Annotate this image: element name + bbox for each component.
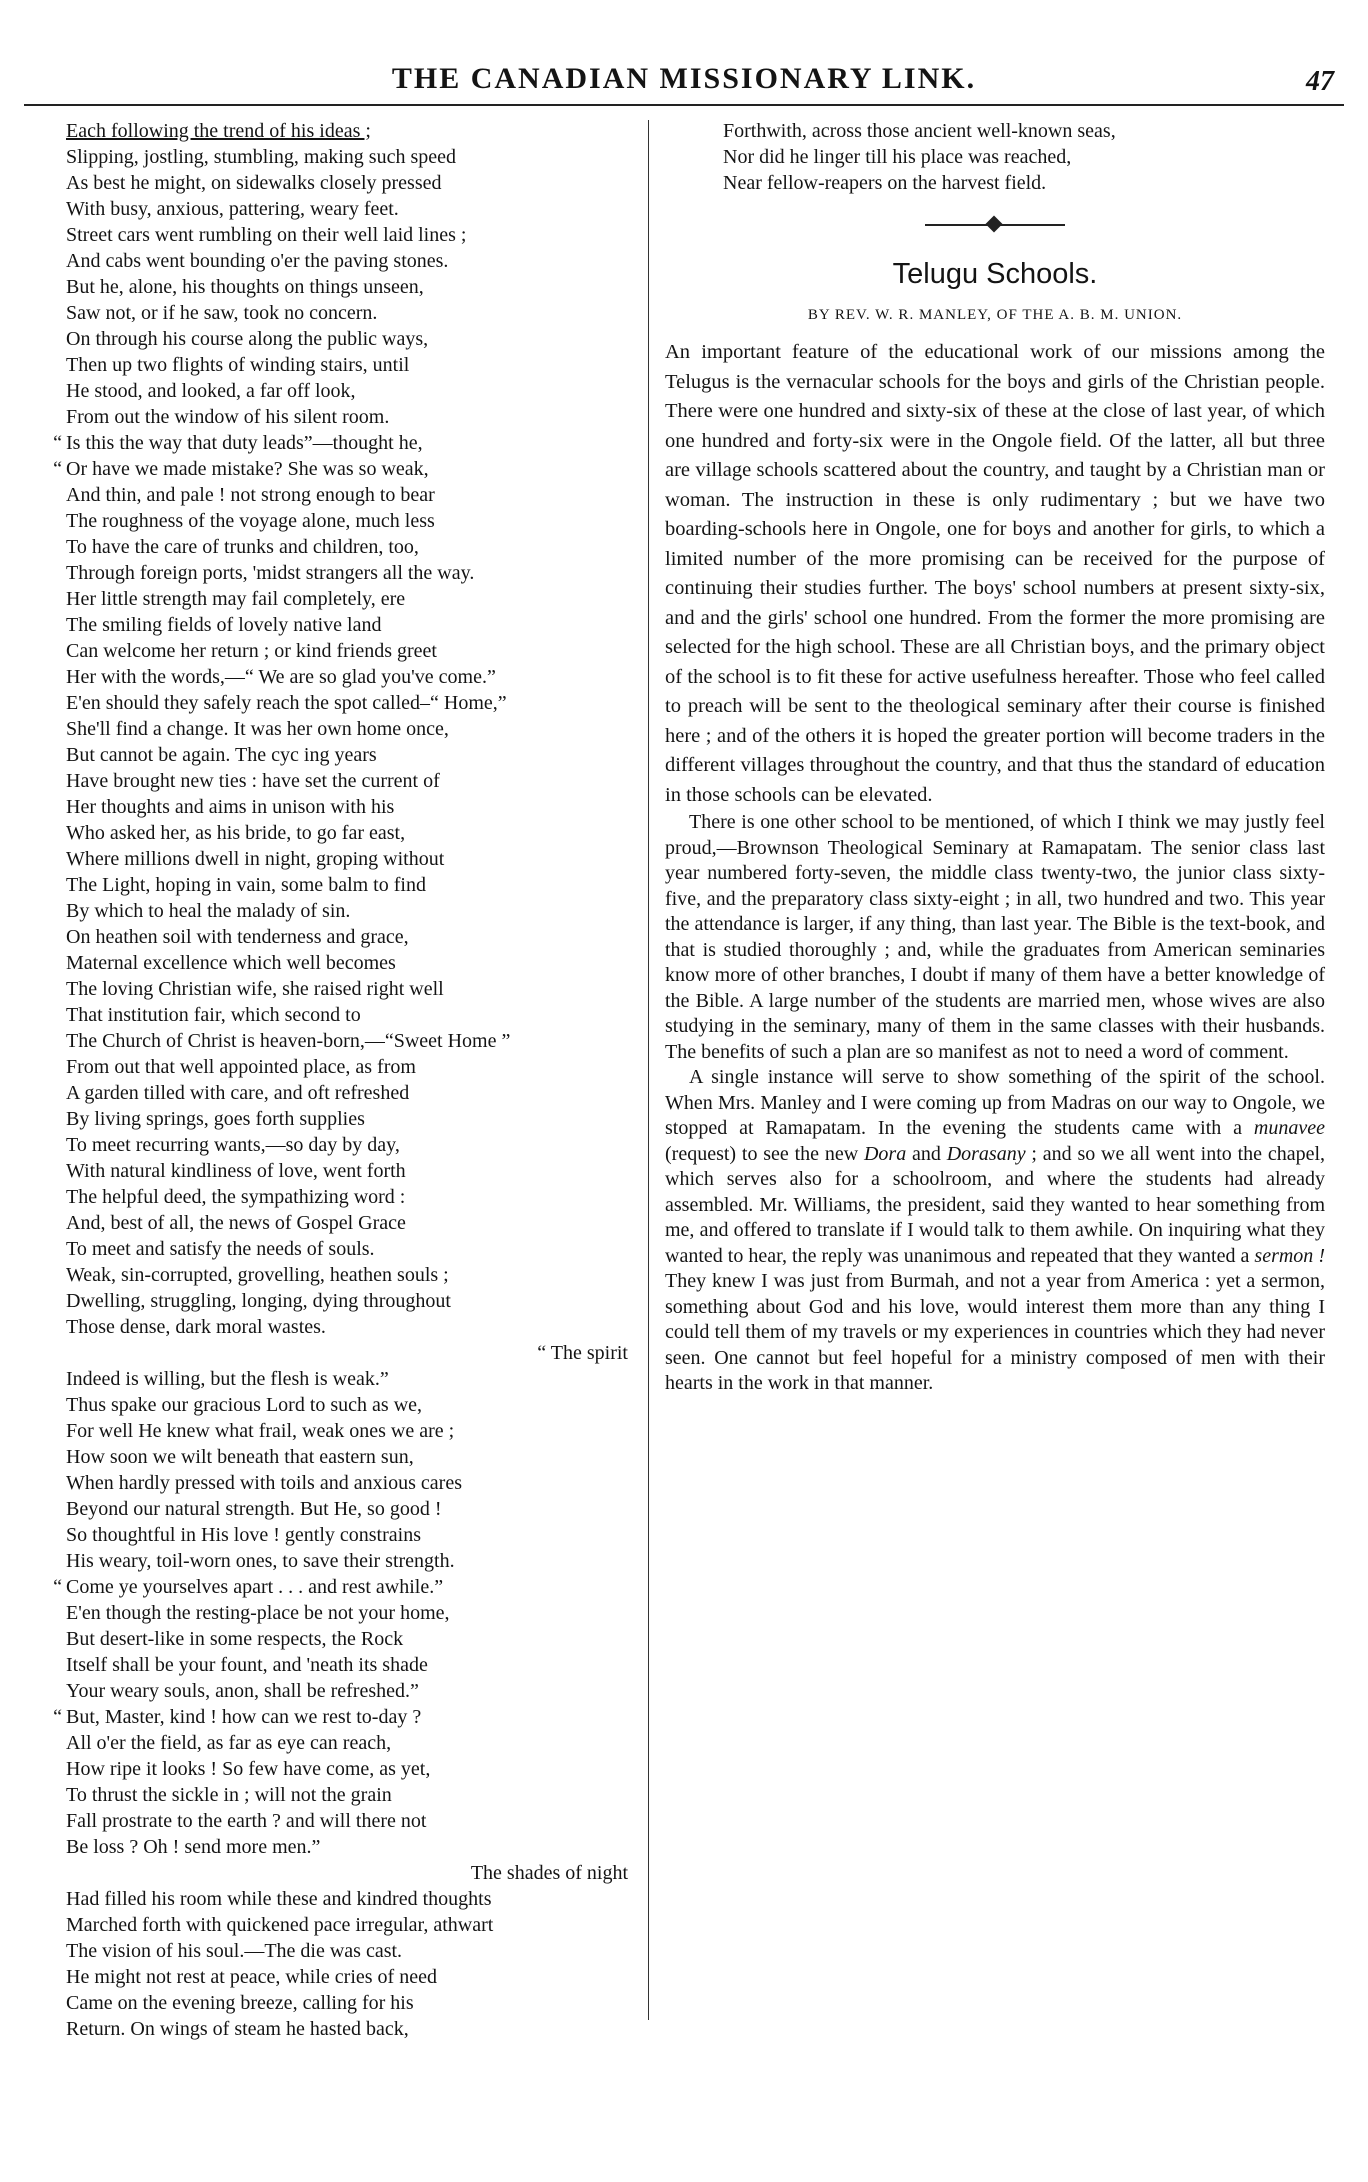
poem-line xyxy=(40,898,640,924)
quote-mark: “ xyxy=(53,458,62,480)
poem-line xyxy=(40,274,640,300)
poem-line xyxy=(40,924,640,950)
poem-line xyxy=(40,482,640,508)
poem-line xyxy=(40,1184,640,1210)
poem-line xyxy=(40,1990,640,2016)
poem-line-text: How ripe it looks ! So few have come, as yet, xyxy=(66,1758,431,1780)
poem-line xyxy=(40,430,640,456)
poem-line xyxy=(40,1210,640,1236)
poem-line xyxy=(40,1340,640,1366)
poem-line xyxy=(40,534,640,560)
poem-line-text: For well He knew what frail, weak ones we are ; xyxy=(66,1420,455,1442)
poem-line-text: The Church of Christ is heaven-born,—“Sweet Home ” xyxy=(66,1030,511,1052)
column-divider xyxy=(648,120,649,2020)
poem-line-text: The shades of night xyxy=(470,1862,628,1884)
poem-line-text: Her thoughts and aims in unison with his xyxy=(66,796,395,818)
poem-line: Near fellow-reapers on the harvest field. xyxy=(723,172,1047,194)
poem-line xyxy=(40,144,640,170)
poem-line-text: A garden tilled with care, and oft refreshed xyxy=(66,1082,410,1104)
poem-line-text: The Light, hoping in vain, some balm to find xyxy=(66,874,426,896)
poem-line xyxy=(40,768,640,794)
poem-line: Nor did he linger till his place was reached, xyxy=(723,146,1072,168)
poem-line xyxy=(40,950,640,976)
poem-line xyxy=(40,1262,640,1288)
poem-line xyxy=(40,976,640,1002)
poem-line xyxy=(40,1600,640,1626)
poem-line-text: Dwelling, struggling, longing, dying throughout xyxy=(66,1290,451,1312)
poem-line xyxy=(40,1054,640,1080)
poem-line-text: His weary, toil-worn ones, to save their strength. xyxy=(66,1550,455,1572)
poem-line-text: He stood, and looked, a far off look, xyxy=(66,380,356,402)
quote-mark: “ xyxy=(53,432,62,454)
poem-line xyxy=(40,352,640,378)
poem-line-text: Be loss ? Oh ! send more men.” xyxy=(66,1836,321,1858)
poem-line xyxy=(40,1132,640,1158)
poem-line-text: To meet recurring wants,—so day by day, xyxy=(66,1134,400,1156)
poem-line xyxy=(40,378,640,404)
poem-line-text: Those dense, dark moral wastes. xyxy=(66,1316,326,1338)
poem-line xyxy=(40,690,640,716)
poem-line xyxy=(40,560,640,586)
poem-line-text: When hardly pressed with toils and anxious cares xyxy=(66,1472,463,1494)
poem-line-text: She'll find a change. It was her own home once, xyxy=(66,718,449,740)
poem-line-text: With natural kindliness of love, went forth xyxy=(66,1160,406,1182)
poem-line xyxy=(40,1288,640,1314)
header-rule xyxy=(24,104,1344,106)
poem-line-text: But, Master, kind ! how can we rest to-day ? xyxy=(66,1706,422,1728)
poem-line-text: But desert-like in some respects, the Rock xyxy=(66,1628,404,1650)
poem-line xyxy=(40,1912,640,1938)
article-byline: BY REV. W. R. MANLEY, OF THE A. B. M. UNION. xyxy=(807,307,1183,323)
poem-line-text: Can welcome her return ; or kind friends greet xyxy=(66,640,437,662)
article-paragraph-3: A single instance will serve to show something of the spirit of the school. When Mrs. Manley and I were coming up from Madras on our way to Ongole, we stopped at Ramapatam. In the evening the students came with a munavee (request) to see the new Dora and Dorasany ; and so we all went into the chapel, which serves also for a schoolroom, and where the students had already assembled. Mr. Williams, the president, said they wanted to hear something from me, and offered to translate if I would talk to them awhile. On inquiring what they wanted to hear, the reply was unanimous and repeated that they wanted a sermon ! They knew I was just from Burmah, and not a year from America : yet a sermon, something about God and his love, would interest them more than any thing I could tell them of my travels or my experiences in countries which they had never seen. One cannot but feel hopeful for a ministry composed of men with their hearts in the work in that manner. xyxy=(665,1066,1326,1394)
poem-line xyxy=(40,1886,640,1912)
poem-line-text: Her with the words,—“ We are so glad you've come.” xyxy=(66,666,496,688)
article-paragraph-1: An important feature of the educational work of our missions among the Telugus is the vernacular schools for the boys and girls of the Christian people. There were one hundred and sixty-six of these at the close of last year, of which one hundred and forty-six were in the Ongole field. Of the latter, all but three are village schools scattered about the country, and taught by a Christian man or woman. The instruction in these is only rudimentary ; but we have two boarding-schools here in Ongole, one for boys and another for girls, to which a limited number of the more promising can be received for the purpose of continuing their studies further. The boys' school numbers at present sixty-six, and and the girls' school one hundred. From the former the more promising are selected for the high school. These are all Christian boys, and the primary object of the school is to fit these for active usefulness hereafter. Those who feel called to preach will be sent to the theological seminary after their course is finished here ; and of the others it is hoped the greater portion will become traders in the different villages throughout the country, and that thus the standard of education in those schools can be elevated. xyxy=(665,341,1325,806)
poem-line-text: The roughness of the voyage alone, much less xyxy=(66,510,435,532)
poem-line-text: E'en should they safely reach the spot called–“ Home,” xyxy=(66,692,507,714)
poem-line xyxy=(40,1808,640,1834)
poem-line xyxy=(40,1236,640,1262)
poem-line-text: How soon we wilt beneath that eastern sun, xyxy=(66,1446,414,1468)
poem-line xyxy=(40,1860,640,1886)
poem-line xyxy=(40,1314,640,1340)
poem-line-text: Through foreign ports, 'midst strangers all the way. xyxy=(66,562,475,584)
poem-line-text: Indeed is willing, but the flesh is weak.” xyxy=(66,1368,389,1390)
poem-line-text: The vision of his soul.—The die was cast. xyxy=(66,1940,403,1962)
poem-line xyxy=(40,1652,640,1678)
poem-line xyxy=(40,326,640,352)
poem-line-text: Weak, sin-corrupted, grovelling, heathen souls ; xyxy=(66,1264,449,1286)
poem-line-text: And thin, and pale ! not strong enough to bear xyxy=(66,484,435,506)
poem-line-text: Street cars went rumbling on their well laid lines ; xyxy=(66,224,467,246)
poem-line xyxy=(40,716,640,742)
poem-line-text: Thus spake our gracious Lord to such as we, xyxy=(66,1394,423,1416)
poem-line-text: That institution fair, which second to xyxy=(66,1004,361,1026)
poem-line xyxy=(40,1002,640,1028)
poem-line xyxy=(40,1444,640,1470)
poem-line xyxy=(40,664,640,690)
poem-line-text: Beyond our natural strength. But He, so good ! xyxy=(66,1498,442,1520)
poem-line-text: So thoughtful in His love ! gently constrains xyxy=(66,1524,421,1546)
publication-title: THE CANADIAN MISSIONARY LINK. xyxy=(391,62,977,95)
poem-line-text: As best he might, on sidewalks closely pressed xyxy=(66,172,442,194)
article-paragraph-2: There is one other school to be mentioned, of which I think we may justly feel proud,—Brownson Theological Seminary at Ramapatam. The senior class last year numbered forty-seven, the middle class twenty-two, the junior class sixty-five, and the preparatory class sixty-eight ; in all, two hundred and two. This year the attendance is larger, if any thing, than last year. The Bible is the text-book, and that is studied thoroughly ; and, while the graduates from American seminaries know more of other branches, I doubt if many of them have a better knowledge of the Bible. A large number of the students are married men, whose wives are also studying in the seminary, many of them in the same classes with their husbands. The benefits of such a plan are so manifest as not to need a word of comment. xyxy=(665,811,1325,1063)
poem-column xyxy=(40,118,640,2042)
poem-line-text: “ The spirit xyxy=(537,1342,628,1364)
poem-line-text: E'en though the resting-place be not your home, xyxy=(66,1602,450,1624)
poem-line xyxy=(40,508,640,534)
poem-line-text: Itself shall be your fount, and 'neath its shade xyxy=(66,1654,428,1676)
poem-line xyxy=(40,1392,640,1418)
poem-line xyxy=(40,300,640,326)
poem-line-text: He might not rest at peace, while cries of need xyxy=(66,1966,437,1988)
poem-line-text: Is this the way that duty leads”—thought he, xyxy=(66,432,423,454)
poem-line-text: To thrust the sickle in ; will not the grain xyxy=(66,1784,392,1806)
poem-line-text: Fall prostrate to the earth ? and will there not xyxy=(66,1810,427,1832)
poem-line xyxy=(40,1626,640,1652)
poem-line xyxy=(40,404,640,430)
poem-line-text: Saw not, or if he saw, took no concern. xyxy=(66,302,378,324)
poem-line xyxy=(40,1366,640,1392)
poem-line xyxy=(40,1028,640,1054)
masthead xyxy=(24,58,1344,106)
poem-line-text: The smiling fields of lovely native land xyxy=(66,614,382,636)
poem-line xyxy=(40,1158,640,1184)
poem-line xyxy=(40,820,640,846)
poem-line xyxy=(40,794,640,820)
poem-line xyxy=(40,1522,640,1548)
poem-line-text: Had filled his room while these and kindred thoughts xyxy=(66,1888,492,1910)
poem-line-text: Come ye yourselves apart . . . and rest awhile.” xyxy=(66,1576,444,1598)
poem-line-text: All o'er the field, as far as eye can reach, xyxy=(66,1732,392,1754)
poem-line-text: Or have we made mistake? She was so weak, xyxy=(66,458,429,480)
poem-line-text: Your weary souls, anon, shall be refreshed.” xyxy=(66,1680,419,1702)
poem-line-text: By which to heal the malady of sin. xyxy=(66,900,351,922)
poem-line-text: Who asked her, as his bride, to go far east, xyxy=(66,822,406,844)
poem-line xyxy=(40,846,640,872)
poem-line xyxy=(40,1418,640,1444)
article-title: Telugu Schools. xyxy=(892,258,1098,290)
poem-line-text: Came on the evening breeze, calling for his xyxy=(66,1992,414,2014)
poem-line xyxy=(40,170,640,196)
page-number: 47 xyxy=(1306,66,1334,97)
poem-line-text: To meet and satisfy the needs of souls. xyxy=(66,1238,375,1260)
poem-line xyxy=(40,1834,640,1860)
poem-line xyxy=(40,638,640,664)
poem-line-text: The helpful deed, the sympathizing word : xyxy=(66,1186,406,1208)
right-column xyxy=(665,118,1325,1397)
poem-line-text: Have brought new ties : have set the current of xyxy=(66,770,440,792)
poem-line xyxy=(40,1756,640,1782)
poem-line xyxy=(40,612,640,638)
poem-line xyxy=(40,1964,640,1990)
poem-line xyxy=(40,1106,640,1132)
poem-line-text: And, best of all, the news of Gospel Grace xyxy=(66,1212,406,1234)
poem-line xyxy=(40,1496,640,1522)
poem-line-text: With busy, anxious, pattering, weary feet. xyxy=(66,198,399,220)
poem-line-text: By living springs, goes forth supplies xyxy=(66,1108,365,1130)
poem-line xyxy=(40,456,640,482)
poem-line-text: Marched forth with quickened pace irregular, athwart xyxy=(66,1914,494,1936)
poem-line xyxy=(40,1704,640,1730)
poem-conclusion xyxy=(665,118,1325,196)
poem-line-text: The loving Christian wife, she raised right well xyxy=(66,978,444,1000)
poem-line-text: From out the window of his silent room. xyxy=(66,406,390,428)
poem-line-text: Slipping, jostling, stumbling, making such speed xyxy=(66,146,456,168)
poem-line xyxy=(40,586,640,612)
poem-line-text: Where millions dwell in night, groping without xyxy=(66,848,445,870)
poem-line-text: Return. On wings of steam he hasted back, xyxy=(66,2018,409,2040)
poem-line-text: But cannot be again. The cyc ing years xyxy=(66,744,377,766)
poem-line-text: Then up two flights of winding stairs, until xyxy=(66,354,410,376)
poem-line xyxy=(40,222,640,248)
poem-line xyxy=(40,742,640,768)
poem-line-text: On through his course along the public ways, xyxy=(66,328,429,350)
poem-line xyxy=(40,1574,640,1600)
poem-line-text: Maternal excellence which well becomes xyxy=(66,952,396,974)
poem-line xyxy=(40,2016,640,2042)
poem-line xyxy=(40,872,640,898)
poem-line-text: From out that well appointed place, as from xyxy=(66,1056,416,1078)
quote-mark: “ xyxy=(53,1576,62,1598)
poem-line: Forthwith, across those ancient well-known seas, xyxy=(723,120,1116,142)
poem-line-text: On heathen soil with tenderness and grace, xyxy=(66,926,409,948)
poem-line xyxy=(40,118,640,144)
poem-line xyxy=(40,1470,640,1496)
poem-line-text: And cabs went bounding o'er the paving stones. xyxy=(66,250,449,272)
poem-line xyxy=(40,1678,640,1704)
poem-line-text: But he, alone, his thoughts on things unseen, xyxy=(66,276,424,298)
section-ornament xyxy=(925,218,1065,232)
poem-line xyxy=(40,1730,640,1756)
poem-line xyxy=(40,1782,640,1808)
poem-line xyxy=(40,248,640,274)
poem-line xyxy=(40,1938,640,1964)
poem-line xyxy=(40,1080,640,1106)
poem-line xyxy=(40,196,640,222)
quote-mark: “ xyxy=(53,1706,62,1728)
poem-line-text: Each following the trend of his ideas ; xyxy=(66,120,371,142)
poem-line-text: Her little strength may fail completely, ere xyxy=(66,588,406,610)
poem-line xyxy=(40,1548,640,1574)
poem-line-text: To have the care of trunks and children, too, xyxy=(66,536,419,558)
